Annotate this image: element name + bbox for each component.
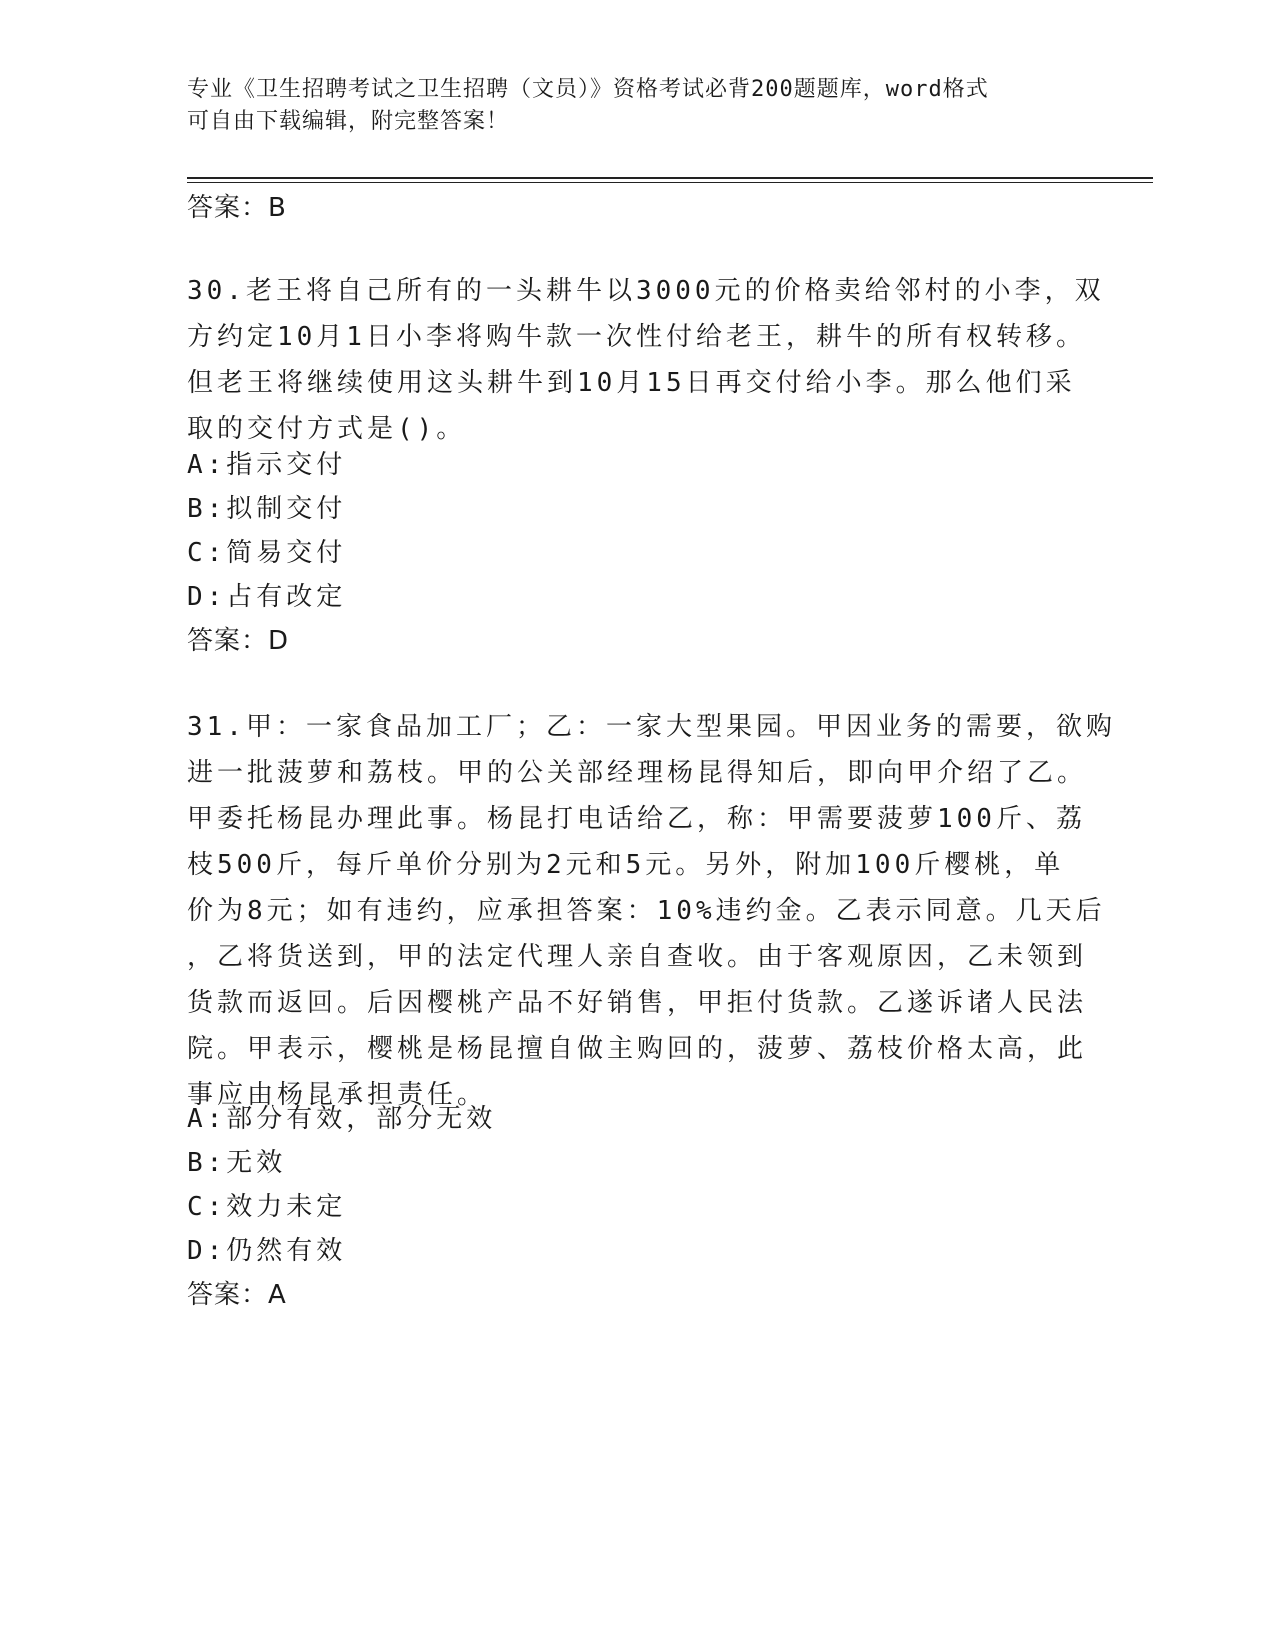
document-header (187, 74, 1067, 138)
question-31-line: 31.甲：一家食品加工厂；乙：一家大型果园。甲因业务的需要，欲购 (187, 712, 1116, 742)
question-31-text (187, 704, 1116, 1118)
question-31-line: 院。甲表示，樱桃是杨昆擅自做主购回的，菠萝、荔枝价格太高，此 (187, 1034, 1088, 1064)
question-31-line: 事应由杨昆承担责任。 (187, 1080, 488, 1110)
question-30-option-c: C:简易交付 (187, 538, 347, 568)
header-divider-thick (187, 177, 1153, 179)
question-30-option-d: D:占有改定 (187, 582, 347, 612)
header-divider-thin (187, 182, 1153, 183)
header-line-2: 可自由下载编辑，附完整答案！ (187, 109, 510, 134)
question-30-line: 30.老王将自己所有的一头耕牛以3000元的价格卖给邻村的小李，双 (187, 276, 1105, 306)
header-line-1: 专业《卫生招聘考试之卫生招聘（文员）》资格考试必背200题题库，word格式 (187, 77, 989, 102)
question-31-line: 价为8元；如有违约，应承担答案：10%违约金。乙表示同意。几天后 (187, 896, 1106, 926)
question-31-line: 甲委托杨昆办理此事。杨昆打电话给乙，称：甲需要菠萝100斤、荔 (187, 804, 1086, 834)
question-30-option-b: B:拟制交付 (187, 494, 347, 524)
question-30-answer: 答案：D (187, 626, 290, 656)
question-31-line: ，乙将货送到，甲的法定代理人亲自查收。由于客观原因，乙未领到 (187, 942, 1088, 972)
question-31-option-b: B:无效 (187, 1148, 287, 1178)
question-30-text (187, 268, 1105, 452)
question-31-line: 枝500斤，每斤单价分别为2元和5元。另外，附加100斤樱桃，单 (187, 850, 1065, 880)
question-30-line: 方约定10月1日小李将购牛款一次性付给老王，耕牛的所有权转移。 (187, 322, 1086, 352)
question-30-option-a: A:指示交付 (187, 450, 347, 480)
question-31-answer: 答案：A (187, 1280, 287, 1310)
question-31-line: 进一批菠萝和荔枝。甲的公关部经理杨昆得知后，即向甲介绍了乙。 (187, 758, 1088, 788)
question-31-option-d: D:仍然有效 (187, 1236, 347, 1266)
question-30-line: 但老王将继续使用这头耕牛到10月15日再交付给小李。那么他们采 (187, 368, 1076, 398)
previous-answer: 答案：B (187, 193, 287, 223)
question-31-line: 货款而返回。后因樱桃产品不好销售，甲拒付货款。乙遂诉诸人民法 (187, 988, 1088, 1018)
question-30-line: 取的交付方式是()。 (187, 414, 467, 444)
question-31-option-a: A:部分有效，部分无效 (187, 1104, 497, 1134)
question-31-option-c: C:效力未定 (187, 1192, 347, 1222)
